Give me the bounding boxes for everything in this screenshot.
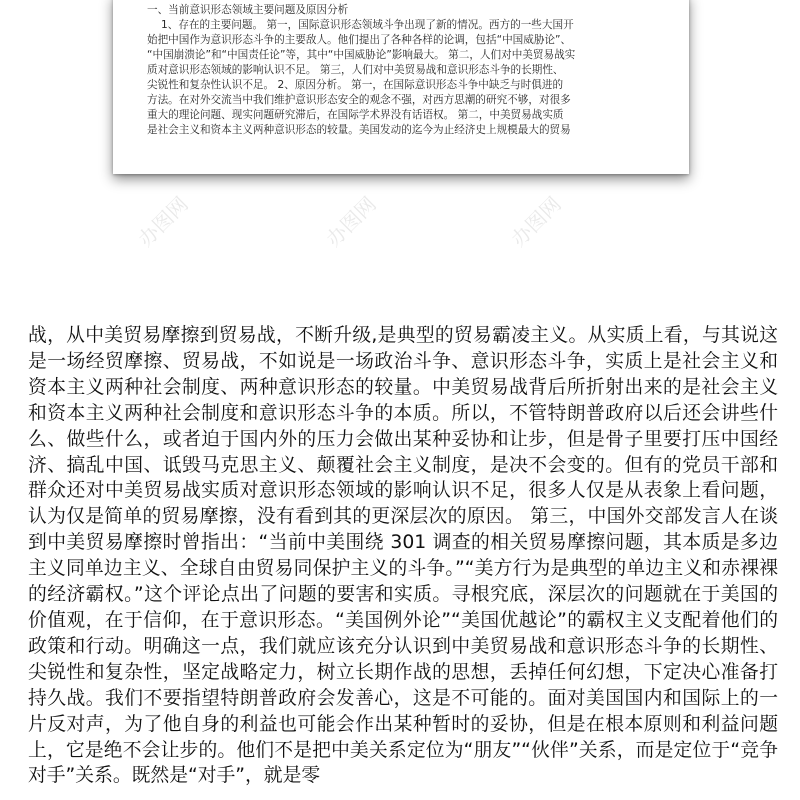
preview-line: 始把中国作为意识形态斗争的主要敌人。他们提出了各种各样的论调，包括“中国威胁论”、	[147, 34, 572, 46]
document-body-paragraph: 战，从中美贸易摩擦到贸易战，不断升级,是典型的贸易霸凌主义。从实质上看，与其说这是一场经贸摩擦、贸易战，不如说是一场政治斗争、意识形态斗争，实质上是社会主义和资本主义两种社会制度、两种意识形态的较量。中美贸易战背后所折射出来的是社会主义和资本主义两种社会制度和意识形态斗争的本质。所以，不管特朗普政府以后还会讲些什么、做些什么，或者迫于国内外的压力会做出某种妥协和让步，但是骨子里要打压中国经济、搞乱中国、诋毁马克思主义、颠覆社会主义制度，是决不会变的。但有的党员干部和群众还对中美贸易战实质对意识形态领域的影响认识不足，很多人仅是从表象上看问题，认为仅是简单的贸易摩擦，没有看到其的更深层次的原因。 第三，中国外交部发言人在谈到中美贸易摩擦时曾指出：“当前中美围绕 301 调查的相关贸易摩擦问题，其本质是多边主义同单边主义、全球自由贸易同保护主义的斗争。”“美方行为是典型的单边主义和赤裸裸的经济霸权。”这个评论点出了问题的要害和实质。寻根究底，深层次的问题就在于美国的价值观，在于信仰，在于意识形态。“美国例外论”“美国优越论”的霸权主义支配着他们的政策和行动。明确这一点，我们就应该充分认识到中美贸易战和意识形态斗争的长期性、尖锐性和复杂性，坚定战略定力，树立长期作战的思想，丢掉任何幻想，下定决心准备打持久战。我们不要指望特朗普政府会发善心，这是不可能的。面对美国国内和国际上的一片反对声，为了他自身的利益也可能会作出某种暂时的妥协，但是在根本原则和利益问题上，它是绝不会让步的。他们不是把中美关系定位为“朋友”“伙伴”关系，而是定位于“竞争对手”关系。既然是“对手”，就是零	[28, 325, 778, 787]
preview-line: 1、存在的主要问题。 第一，国际意识形态领域斗争出现了新的情况。西方的一些大国开	[161, 19, 574, 31]
watermark-logo: 办图网	[321, 191, 381, 252]
preview-line: 是社会主义和资本主义两种意识形态的较量。美国发动的迄今为止经济史上规模最大的贸易	[147, 124, 571, 136]
preview-line: 一、当前意识形态领域主要问题及原因分析	[147, 4, 349, 16]
preview-line: “中国崩溃论”和“中国责任论”等，其中“中国威胁论”影响最大。 第二，人们对中美贸易战实	[147, 49, 576, 61]
preview-line: 质对意识形态领域的影响认识不足。 第三，人们对中美贸易战和意识形态斗争的长期性、	[147, 64, 564, 76]
preview-line: 尖锐性和复杂性认识不足。 2、原因分析。 第一，在国际意识形态斗争中缺乏与时俱进的	[147, 79, 564, 91]
preview-line: 重大的理论问题、现实问题研究滞后，在国际学术界没有话语权。 第二，中美贸易战实质	[147, 109, 564, 121]
preview-text-block	[147, 0, 657, 138]
watermark-logo: 办图网	[506, 191, 566, 252]
watermark-logo: 办图网	[133, 191, 193, 252]
preview-line: 方法。在对外交流当中我们维护意识形态安全的观念不强，对西方思潮的研究不够，对很多	[147, 94, 571, 106]
document-preview-card	[113, 0, 689, 174]
